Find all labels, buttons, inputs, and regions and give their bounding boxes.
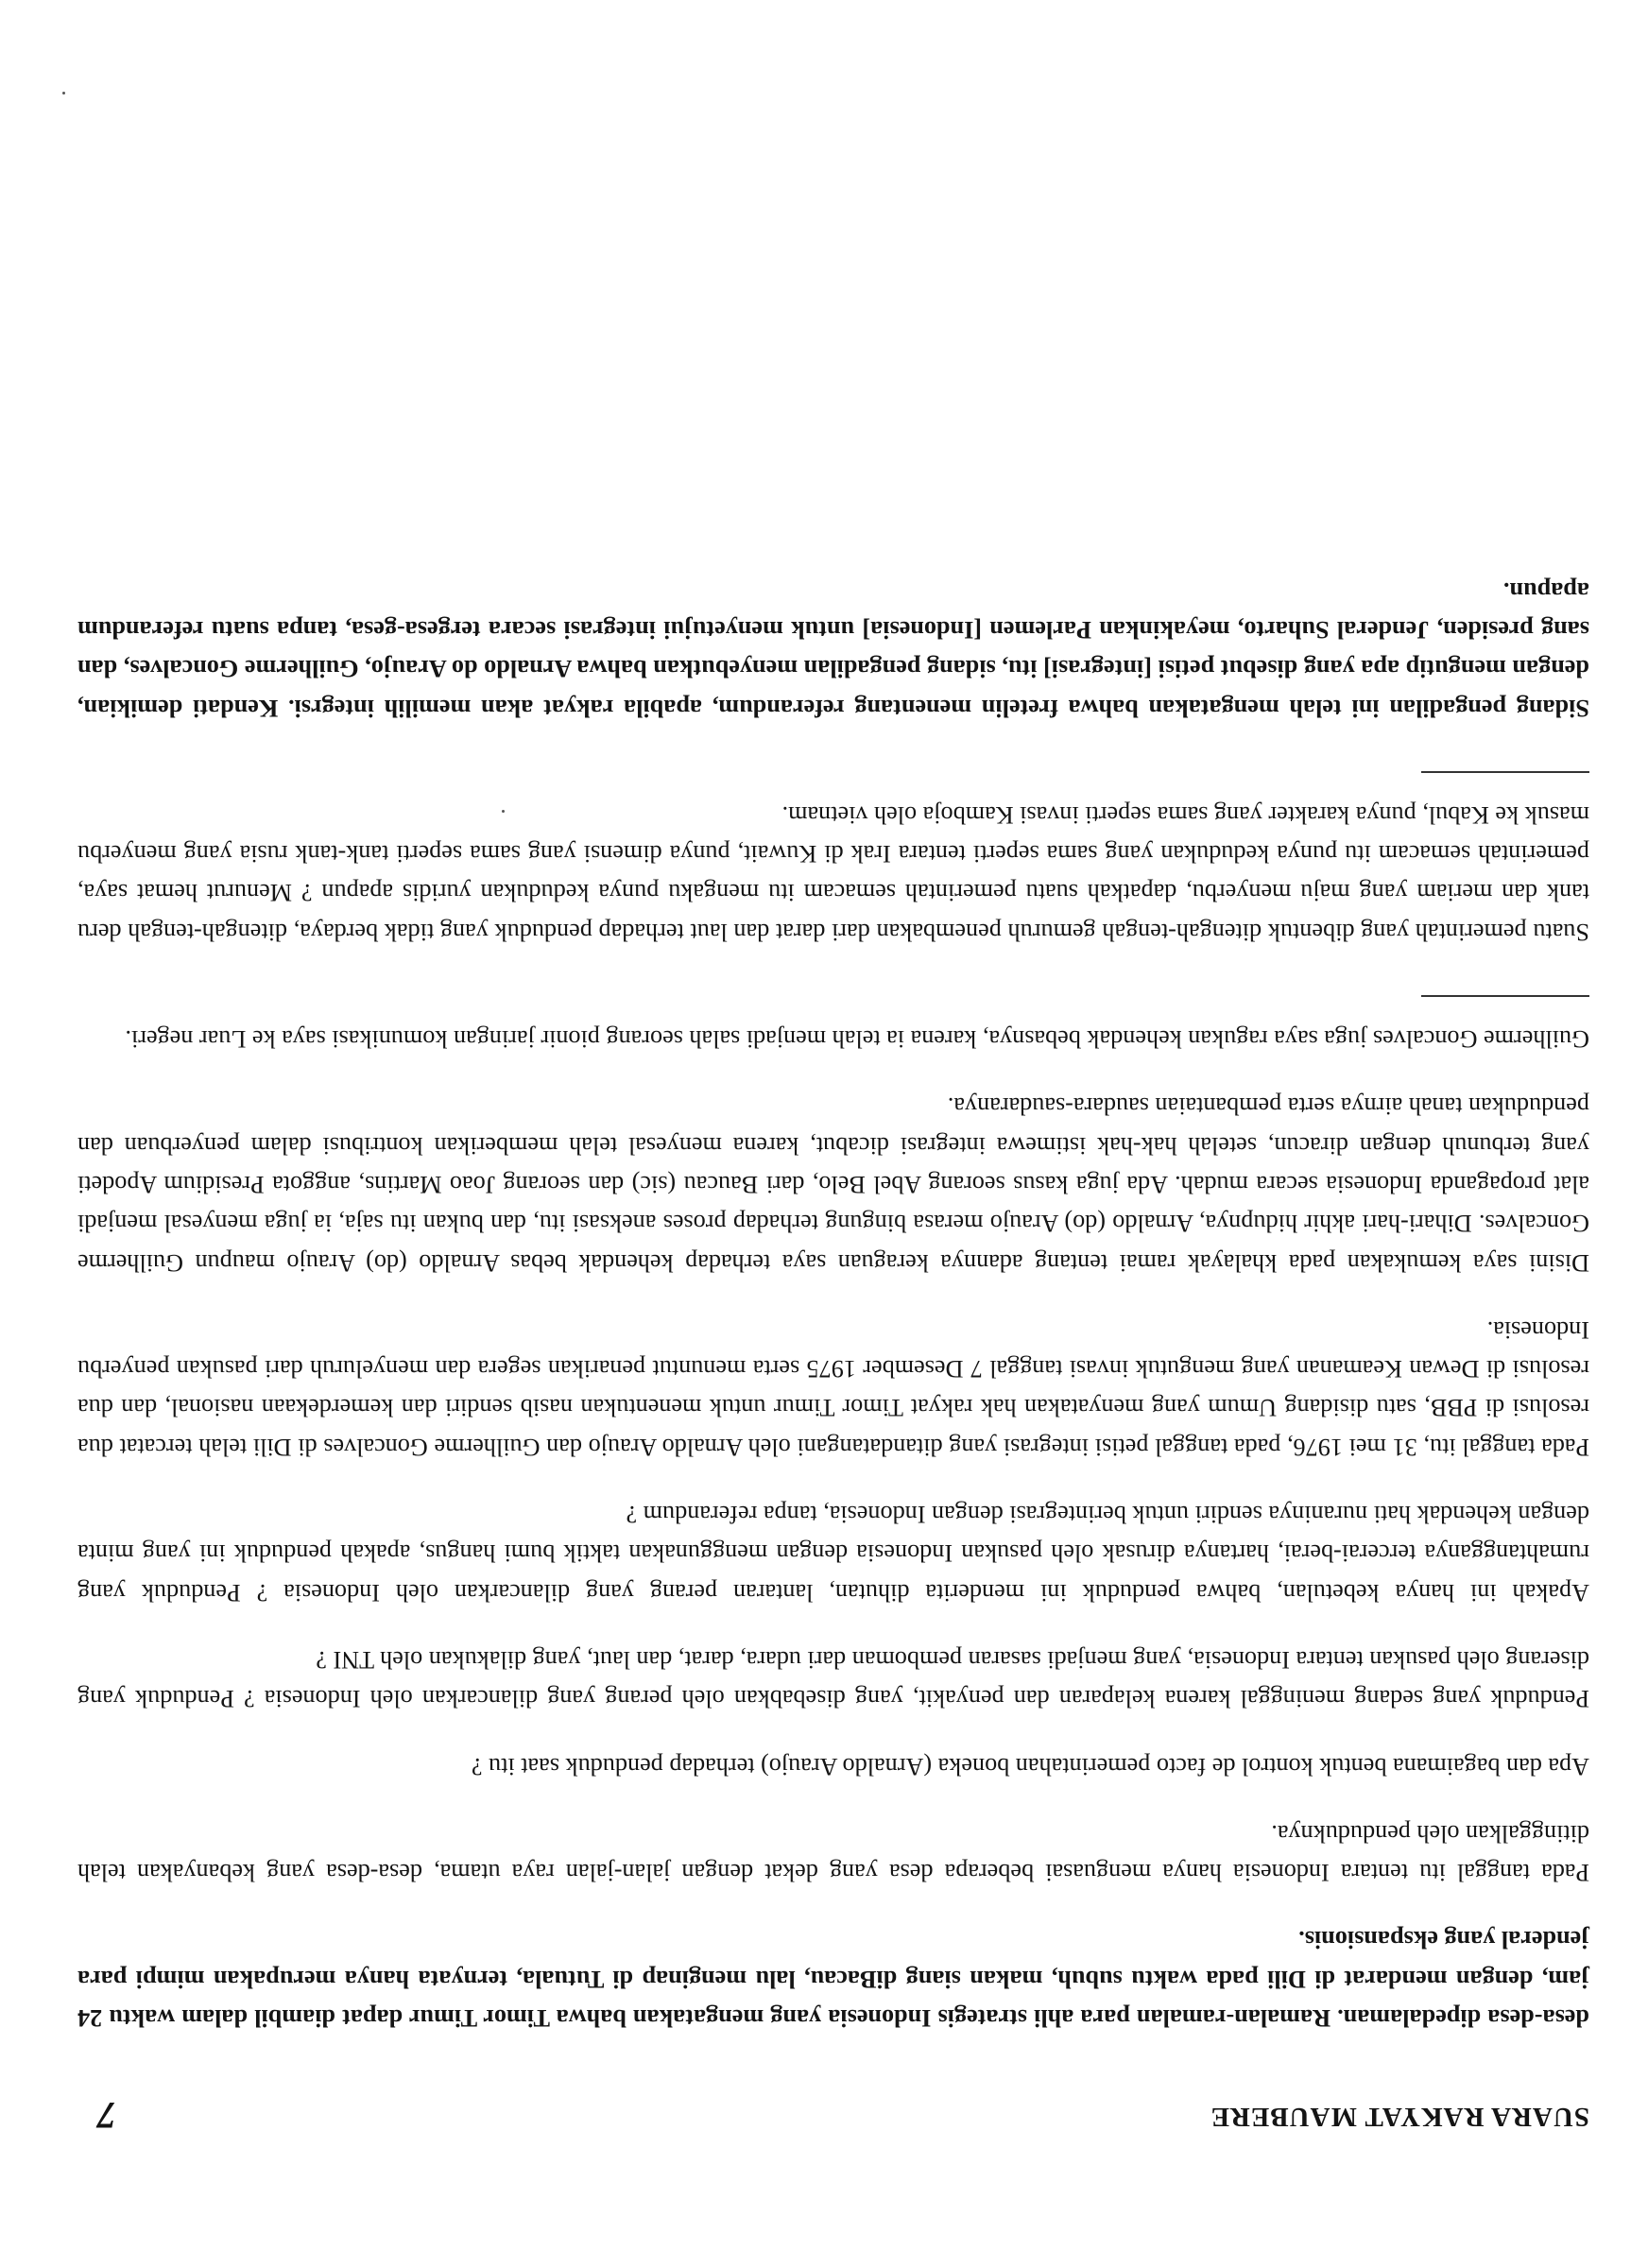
paragraph-4: Penduduk yang sedang meninggal karena kelaparan dan penyakit, yang disebabkan oleh perang yang dilancarkan oleh Indonesia ? Penduduk yang diserang oleh pasukan tentara Indonesia, yang menjadi sasaran pemboman dari udara, darat, dan laut, yang dilakukan oleh TNI ? — [77, 1645, 1589, 1713]
paragraph-1: desa-desa dipedalaman. Ramalan-ramalan para ahli strategis Indonesia yang mengatakan bahwa Timor Timur dapat diambil dalam waktu 24 jam, dengan mendarat di Dili pada waktu subuh, makan siang diBacau, lalu menginap di Tutuala, ternyata hanya merupakan mimpi para jenderal yang ekspansionis. — [77, 1926, 1589, 2032]
section-divider — [1421, 995, 1589, 997]
paragraph-10: Sidang pengadilan ini telah mengatakan bahwa fretelin menentang referandum, apabila rakyat akan memilih integrsi. Kendati demikian, dengan mengutip apa yang disebut petisi [integrasi] itu, sidang pengadilan menyebutkan bahwa Arnaldo do Araujo, Guilherme Goncalves, dan sang presiden, Jenderal Suharto, meyakinkan Parlemen [Indonesia] untuk menyetujui integrasi secara tergesa-gesa, tanpa suatu referandum apapun. — [77, 576, 1589, 722]
page-content — [77, 542, 1589, 2138]
paragraph-7: Disini saya kemukakan pada khalayak ramai tentang adannya keraguan saya terhadap kehendak bebas Arnaldo (do) Araujo maupun Guilherme Goncalves. Dihari-hari akhir hidupnya, Arnaldo (do) Araujo merasa bingung terhadap proses aneksasi itu, dan bukan itu saja, ia juga menyesal menjadi alat propaganda Indonesia secara mudah. Ada juga kasus seorang Abel Belo, dari Baucau (sic) dan seorang Joao Martins, anggota Presidium Apodeti yang terbunuh dengan diracun, setelah hak-hak istimewa integrasi dicabut, karena menyesal telah memberikan kontribusi dalam penyerbuan dan pendudukan tanah airnya serta pembantaian saudara-saudaranya. — [77, 1092, 1589, 1277]
paragraph-9: Suatu pemerintah yang dibentuk ditengah-tengah gemuruh penembakan dari darat dan laut terhadap penduduk yang tidak berdaya, ditengah-tengah deru tank dan meriam yang maju menyerbu, dapatkah suatu pemerintah semacam itu mengaku punya kedudukan yuridis apapun ? Menurut hemat saya, pemerintah semacam itu punya kedudukan yang sama seperti tentara Irak di Kuwait, punya dimensi yang sama seperti tank-tank rusia yang menyerbu masuk ke Kabul, punya karakter yang sama seperti invasi Kamboja oleh vietnam. — [77, 800, 1589, 946]
section-divider — [1421, 771, 1589, 773]
paragraph-8: Guilherme Goncalves juga saya ragukan kehendak bebasnya, karena ia telah menjadi salah seorang pionir jaringan komunikasi saya ke Luar negeri. — [125, 1025, 1589, 1054]
paragraph-5: Apakah ini hanya kebetulan, bahwa penduduk ini menderita dihutan, lantaran perang yang dilancarkan oleh Indonesia ? Penduduk yang rumahtangganya tercerai-berai, hartanya dirusak oleh pasukan Indonesia dengan menggunakan taktik bumi hangus, apakah penduduk ini yang minta dengan kehendak hati nuraninya sendiri untuk berintegrasi dengan Indonesia, tanpa referandum ? — [77, 1501, 1589, 1606]
paragraph-2: Pada tanggal itu tentara Indonesia hanya menguasai beberapa desa yang dekat dengan jalan-jalan raya utama, desa-desa yang kebanyakan telah ditinggalkan oleh penduduknya. — [77, 1819, 1589, 1887]
page-number: 7 — [96, 2094, 116, 2137]
scan-speck — [502, 810, 505, 813]
page-header — [77, 2081, 1589, 2138]
paragraph-3: Apa dan bagaimana bentuk kontrol de facto pemerintahan boneka (Arnaldo Araujo) terhadap penduduk saat itu ? — [471, 1752, 1589, 1780]
header-title: SUARA RAKYAT MAUBERE — [1210, 2102, 1589, 2132]
scan-speck — [62, 92, 65, 94]
paragraph-6: Pada tanggal itu, 31 mei 1976, pada tanggal petisi integrasi yang ditandatangani oleh Arnaldo Araujo dan Guilherme Goncalves di Dili telah tercatat dua resolusi di PBB, satu disidang Umum yang menyatakan hak rakyat Timor Timur untuk menentukan nasib sendiri dan kemerdekaan nasional, dan dua resolusi di Dewan Keamanan yang mengutuk invasi tanggal 7 Desember 1975 serta menuntut penarikan segera dan menyeluruh dari pasukan penyerbu Indonesia. — [77, 1315, 1589, 1461]
